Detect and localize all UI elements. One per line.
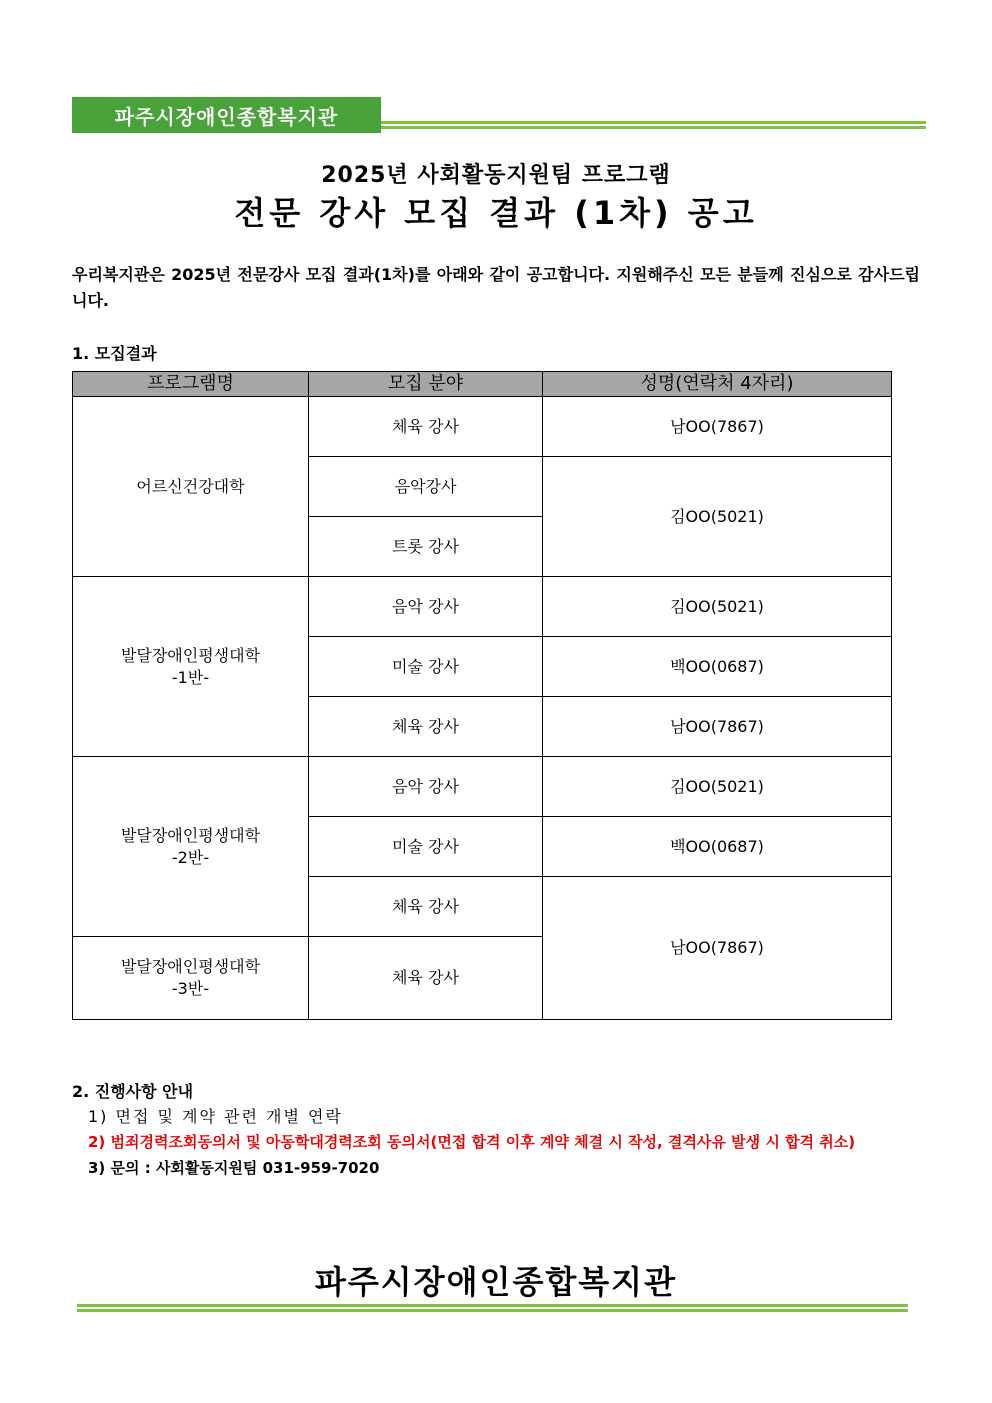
header-field: 모집 분야 xyxy=(309,372,543,397)
field-cell: 체육 강사 xyxy=(309,397,543,457)
page-title: 전문 강사 모집 결과 (1차) 공고 xyxy=(234,194,758,232)
name-cell: 김OO(5021) xyxy=(543,577,892,637)
header-line-bottom xyxy=(381,126,926,129)
footer-org-name: 파주시장애인종합복지관 xyxy=(314,1263,678,1301)
field-cell: 미술 강사 xyxy=(309,817,543,877)
header-program: 프로그램명 xyxy=(73,372,309,397)
program-class: -2반- xyxy=(171,847,210,867)
name-cell: 김OO(5021) xyxy=(543,457,892,577)
field-cell: 트롯 강사 xyxy=(309,517,543,577)
field-cell: 체육 강사 xyxy=(309,937,543,1020)
program-name: 발달장애인평생대학 xyxy=(120,645,261,665)
program-class: -3반- xyxy=(171,979,210,998)
field-cell: 미술 강사 xyxy=(309,637,543,697)
name-cell: 남OO(7867) xyxy=(543,397,892,457)
field-cell: 음악 강사 xyxy=(309,757,543,817)
name-cell: 남OO(7867) xyxy=(543,697,892,757)
program-name: 발달장애인평생대학 xyxy=(120,825,261,845)
table-row xyxy=(73,757,892,817)
header-line-top xyxy=(381,121,926,124)
name-cell: 백OO(0687) xyxy=(543,637,892,697)
section2-heading: 2. 진행사항 안내 xyxy=(72,1082,194,1101)
program-cell xyxy=(73,397,309,577)
name-cell: 김OO(5021) xyxy=(543,757,892,817)
footer-line-top xyxy=(77,1304,908,1307)
field-cell: 음악강사 xyxy=(309,457,543,517)
intro-paragraph: 우리복지관은 2025년 전문강사 모집 결과(1차)를 아래와 같이 공고합니다. 지원해주신 모든 분들께 진심으로 감사드립니다. xyxy=(72,265,920,310)
org-header-band xyxy=(72,97,381,133)
program-name: 발달장애인평생대학 xyxy=(120,957,261,976)
title-subtitle: 2025년 사회활동지원팀 프로그램 xyxy=(321,163,671,188)
footer-decorative-lines xyxy=(77,1304,908,1312)
results-table xyxy=(72,371,892,1020)
notice-item-inquiry: 3) 문의 : 사회활동지원팀 031-959-7020 xyxy=(88,1159,380,1177)
header-name: 성명(연락처 4자리) xyxy=(543,372,892,397)
program-cell xyxy=(73,937,309,1020)
notice-item-consent: 2) 범죄경력조회동의서 및 아동학대경력조회 동의서(면접 합격 이후 계약 체결 시 작성, 결격사유 발생 시 합격 취소) xyxy=(88,1133,856,1151)
program-class: -1반- xyxy=(171,667,210,687)
table-header-row xyxy=(73,372,892,397)
header-decorative-lines xyxy=(381,121,926,129)
section1-heading: 1. 모집결과 xyxy=(72,344,157,363)
field-cell: 체육 강사 xyxy=(309,877,543,937)
name-cell: 남OO(7867) xyxy=(543,877,892,1020)
program-cell xyxy=(73,577,309,757)
field-cell: 음악 강사 xyxy=(309,577,543,637)
notice-item-contact: 1) 면접 및 계약 관련 개별 연락 xyxy=(88,1107,343,1126)
footer-line-bottom xyxy=(77,1309,908,1312)
program-cell xyxy=(73,757,309,937)
field-cell: 체육 강사 xyxy=(309,697,543,757)
table-row xyxy=(73,577,892,637)
org-header-label: 파주시장애인종합복지관 xyxy=(114,104,339,129)
name-cell: 백OO(0687) xyxy=(543,817,892,877)
program-name: 어르신건강대학 xyxy=(136,476,245,496)
table-row xyxy=(73,397,892,457)
